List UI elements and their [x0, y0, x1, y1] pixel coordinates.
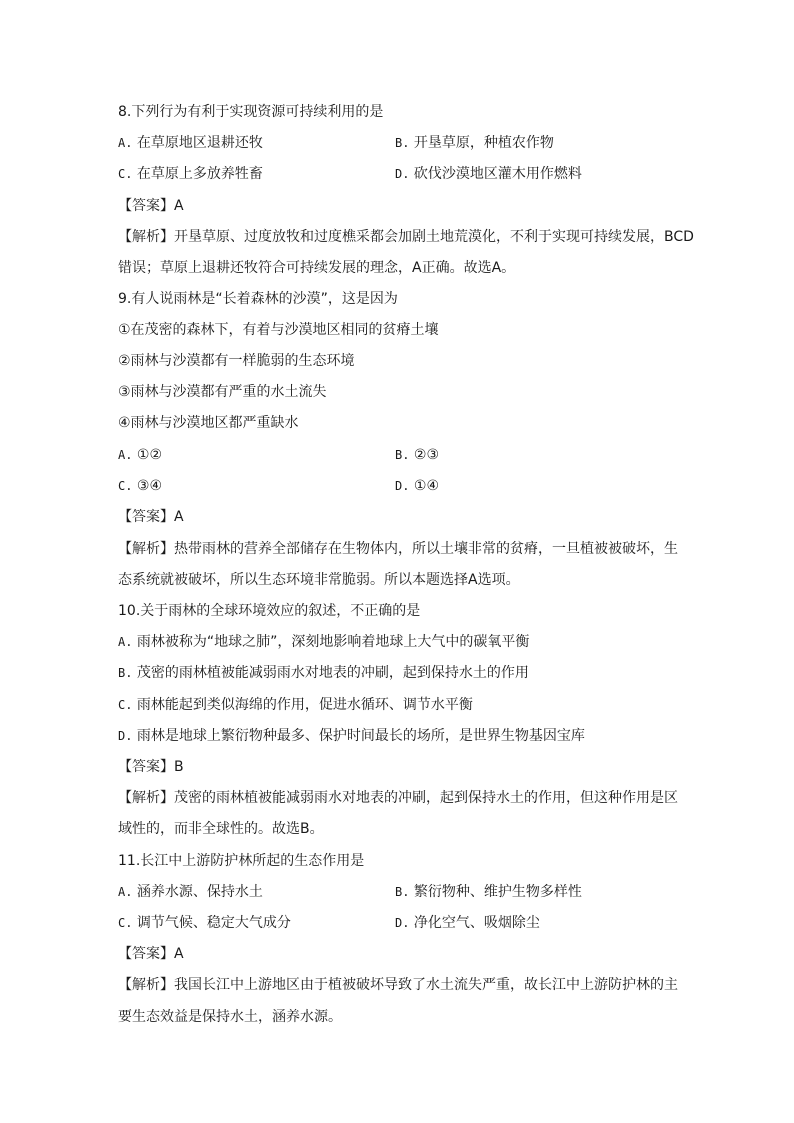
q10-option-a-text: 雨林被称为“地球之肺”，深刻地影响着地球上大气中的碳氧平衡: [136, 634, 530, 650]
q11-option-b: [395, 882, 582, 902]
q9-option-d: [395, 476, 439, 496]
q11-option-a: [118, 882, 263, 902]
question-9-item-4: ④雨林与沙漠地区都严重缺水: [118, 415, 299, 431]
q10-option-c: [118, 695, 473, 715]
question-9-analysis-line-1: 【解析】热带雨林的营养全部储存在生物体内，所以土壤非常的贫瘠，一旦植被被破坏，生: [118, 541, 678, 557]
question-11-analysis-line-2: 要生态效益是保持水土，涵养水源。: [118, 1009, 342, 1025]
question-9-options-row-1: [118, 445, 678, 465]
option-letter-b: B.: [395, 448, 410, 462]
question-9-item-2: ②雨林与沙漠都有一样脆弱的生态环境: [118, 353, 355, 369]
option-letter-c: C.: [118, 479, 133, 493]
question-9-answer: 【答案】A: [118, 509, 184, 525]
q10-option-d-text: 雨林是地球上繁衍物种最多、保护时间最长的场所，是世界生物基因宝库: [136, 728, 585, 744]
q8-option-c: [118, 164, 263, 184]
question-11-answer: 【答案】A: [118, 946, 184, 962]
question-9-item-3: ③雨林与沙漠都有严重的水土流失: [118, 384, 327, 400]
q9-option-a: [118, 445, 162, 465]
question-11-options-row-2: [118, 913, 678, 933]
option-letter-d: D.: [118, 729, 133, 743]
q8-option-b: [395, 133, 554, 153]
q11-option-a-text: 涵养水源、保持水土: [136, 884, 263, 900]
question-8-stem: 8.下列行为有利于实现资源可持续利用的是: [118, 104, 384, 120]
q11-option-c: [118, 913, 291, 933]
question-8-options-row-2: [118, 164, 678, 184]
q10-option-b-text: 茂密的雨林植被能减弱雨水对地表的冲刷，起到保持水土的作用: [136, 665, 529, 681]
question-11-analysis-line-1: 【解析】我国长江中上游地区由于植被破坏导致了水土流失严重，故长江中上游防护林的主: [118, 977, 678, 993]
option-letter-d: D.: [395, 167, 410, 181]
q8-option-a: [118, 133, 263, 153]
question-9-item-1: ①在茂密的森林下，有着与沙漠地区相同的贫瘠土壤: [118, 322, 439, 338]
q9-option-c: [118, 476, 162, 496]
question-8-analysis-line-1: 【解析】开垦草原、过度放牧和过度樵采都会加剧土地荒漠化，不利于实现可持续发展，BCD: [118, 229, 694, 245]
q9-option-b: [395, 445, 439, 465]
q8-option-a-text: 在草原地区退耕还牧: [136, 135, 263, 151]
question-9-stem: 9.有人说雨林是“长着森林的沙漠”，这是因为: [118, 291, 398, 307]
q9-option-a-text: ①②: [136, 447, 163, 463]
question-10-analysis-line-2: 域性的，而非全球性的。故选B。: [118, 821, 324, 837]
question-8-options-row-1: [118, 133, 678, 153]
option-letter-a: A.: [118, 885, 133, 899]
q11-option-c-text: 调节气候、稳定大气成分: [136, 915, 291, 931]
question-8-analysis-line-2: 错误；草原上退耕还牧符合可持续发展的理念，A正确。故选A。: [118, 260, 516, 276]
q8-option-c-text: 在草原上多放养牲畜: [136, 166, 263, 182]
question-9-options-row-2: [118, 476, 678, 496]
option-letter-d: D.: [395, 479, 410, 493]
option-letter-b: B.: [118, 666, 133, 680]
q11-option-d: [395, 913, 540, 933]
question-9-analysis-line-2: 态系统就被破坏，所以生态环境非常脆弱。所以本题选择A选项。: [118, 572, 520, 588]
q8-option-b-text: 开垦草原，种植农作物: [413, 135, 554, 151]
q8-option-d-text: 砍伐沙漠地区灌木用作燃料: [413, 166, 582, 182]
q9-option-d-text: ①④: [413, 478, 440, 494]
option-letter-a: A.: [118, 448, 133, 462]
option-letter-d: D.: [395, 916, 410, 930]
option-letter-c: C.: [118, 698, 133, 712]
q10-option-b: [118, 663, 529, 683]
q11-option-b-text: 繁衍物种、维护生物多样性: [413, 884, 582, 900]
q11-option-d-text: 净化空气、吸烟除尘: [413, 915, 540, 931]
option-letter-a: A.: [118, 635, 133, 649]
q10-option-c-text: 雨林能起到类似海绵的作用，促进水循环、调节水平衡: [136, 697, 473, 713]
option-letter-b: B.: [395, 885, 410, 899]
question-11-stem: 11.长江中上游防护林所起的生态作用是: [118, 853, 365, 869]
option-letter-c: C.: [118, 167, 133, 181]
question-10-analysis-line-1: 【解析】茂密的雨林植被能减弱雨水对地表的冲刷，起到保持水土的作用，但这种作用是区: [118, 790, 678, 806]
question-10-stem: 10.关于雨林的全球环境效应的叙述，不正确的是: [118, 603, 421, 619]
option-letter-a: A.: [118, 136, 133, 150]
question-11-options-row-1: [118, 882, 678, 902]
q9-option-c-text: ③④: [136, 478, 163, 494]
q10-option-d: [118, 726, 585, 746]
q9-option-b-text: ②③: [413, 447, 440, 463]
option-letter-c: C.: [118, 916, 133, 930]
question-8-answer: 【答案】A: [118, 198, 184, 214]
question-10-answer: 【答案】B: [118, 759, 184, 775]
q10-option-a: [118, 632, 529, 652]
q8-option-d: [395, 164, 582, 184]
option-letter-b: B.: [395, 136, 410, 150]
